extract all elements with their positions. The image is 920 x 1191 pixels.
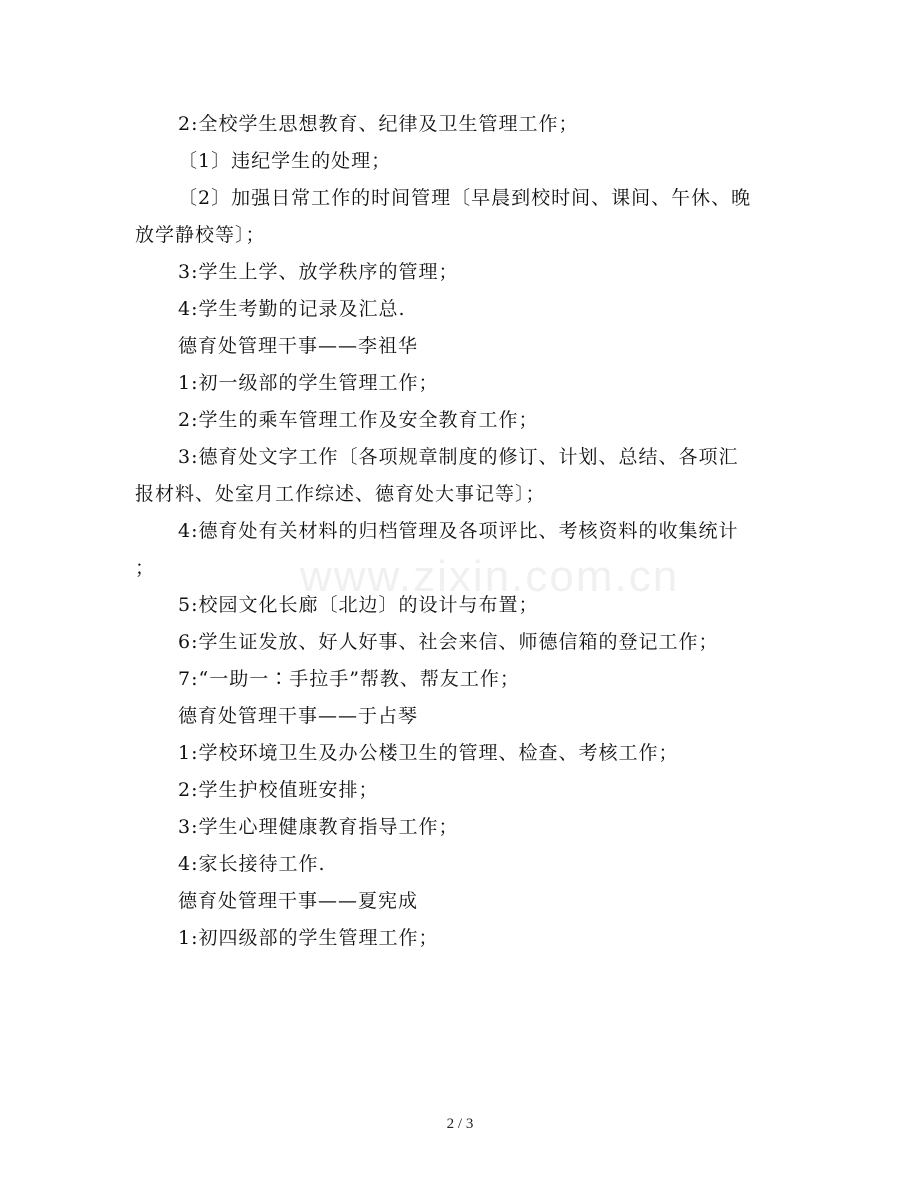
section-heading: 德育处管理干事——李祖华 bbox=[178, 335, 419, 357]
paragraph-line-continuation: 放学静校等〕； bbox=[135, 224, 266, 246]
paragraph-line: 3:学生心理健康教育指导工作； bbox=[178, 816, 459, 838]
paragraph-line: 2:学生护校值班安排； bbox=[178, 779, 379, 801]
paragraph-line: 5:校园文化长廊〔北边〕的设计与布置； bbox=[178, 594, 539, 616]
paragraph-line: 3:学生上学、放学秩序的管理； bbox=[178, 261, 459, 283]
paragraph-line-continuation: ； bbox=[135, 557, 156, 579]
section-heading: 德育处管理干事——夏宪成 bbox=[178, 890, 419, 912]
paragraph-line: 〔1〕违纪学生的处理； bbox=[178, 150, 392, 172]
paragraph-line: 〔2〕加强日常工作的时间管理〔早晨到校时间、课间、午休、晚 bbox=[178, 187, 752, 209]
page-number: 2 / 3 bbox=[446, 1116, 474, 1132]
paragraph-line: 7:“一助一∶手拉手”帮教、帮友工作； bbox=[178, 668, 520, 690]
paragraph-line: 1:学校环境卫生及办公楼卫生的管理、检查、考核工作； bbox=[178, 742, 679, 764]
section-heading: 德育处管理干事——于占琴 bbox=[178, 705, 419, 727]
paragraph-line: 4:家长接待工作. bbox=[178, 853, 326, 875]
watermark: www.zixin.com.cn bbox=[300, 552, 680, 601]
paragraph-line: 1:初四级部的学生管理工作； bbox=[178, 927, 439, 949]
paragraph-line: 4:学生考勤的记录及汇总. bbox=[178, 298, 406, 320]
paragraph-line-continuation: 报材料、处室月工作综述、德育处大事记等〕； bbox=[135, 483, 546, 505]
paragraph-line: 4:德育处有关材料的归档管理及各项评比、考核资料的收集统计 bbox=[178, 520, 739, 542]
paragraph-line: 2:全校学生思想教育、纪律及卫生管理工作； bbox=[178, 113, 579, 135]
document-body bbox=[135, 106, 785, 957]
paragraph-line: 2:学生的乘车管理工作及安全教育工作； bbox=[178, 409, 539, 431]
paragraph-line: 1:初一级部的学生管理工作； bbox=[178, 372, 439, 394]
paragraph-line: 6:学生证发放、好人好事、社会来信、师德信箱的登记工作； bbox=[178, 631, 719, 653]
paragraph-line: 3:德育处文字工作〔各项规章制度的修订、计划、总结、各项汇 bbox=[178, 446, 739, 468]
